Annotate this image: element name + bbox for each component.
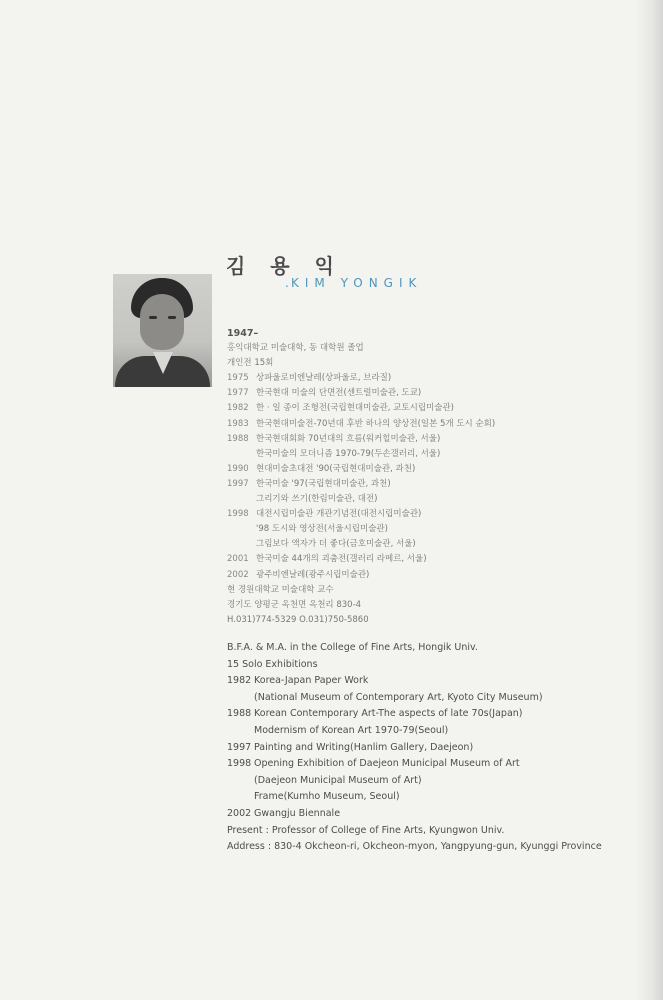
korean-biography [227,326,495,628]
artist-name-english: KIM YONGIK [291,276,423,290]
kr-line [227,386,495,401]
en-line [227,723,602,740]
artist-name-korean: 김 용 익 [226,254,343,278]
artist-portrait-photo [113,274,212,387]
kr-text: H.031)774-5329 O.031)750-5860 [227,614,369,625]
en-line [227,740,602,757]
kr-line [227,462,495,477]
portrait-eye [168,316,176,319]
en-text: Opening Exhibition of Daejeon Municipal Museum of Art [254,758,520,770]
en-text: Modernism of Korean Art 1970-79(Seoul) [254,724,449,736]
kr-year: 1998 [227,509,249,520]
en-text: (Daejeon Municipal Museum of Art) [254,774,422,786]
en-text: Korean Contemporary Art-The aspects of late 70s(Japan) [254,708,523,720]
page-edge-shadow [635,0,663,1000]
kr-text: 그리기와 쓰기(한림미술관, 대전) [256,494,378,505]
kr-text: 광주비엔날레(광주시립미술관) [256,569,370,580]
kr-line [227,507,495,522]
en-year: 1998 [227,758,252,770]
kr-text: '98 도시와 영상전(서울시립미술관) [256,524,388,535]
kr-text: 한국현대 미술의 단면전(센트럴미술관, 도쿄) [256,388,422,399]
kr-line [227,447,495,462]
kr-text: 경기도 양평군 옥천면 옥천리 830-4 [227,599,362,610]
en-line [227,706,602,723]
kr-text: 한국미술의 모더니즘 1970-79(두손갤러리, 서울) [256,448,441,459]
en-text: (National Museum of Contemporary Art, Kyoto City Museum) [254,691,543,703]
en-year: 2002 [227,807,252,819]
name-dot-ornament: . [285,276,289,290]
kr-year: 1990 [227,463,249,474]
en-line [227,823,602,840]
kr-text: 홍익대학교 미술대학, 동 대학원 졸업 [227,343,364,354]
kr-year: 1983 [227,418,249,429]
en-line [227,657,602,674]
kr-text: 한 · 일 종이 조형전(국립현대미술관, 교토시립미술관) [256,403,454,414]
kr-text: 대전시립미술관 개관기념전(대전시립미술관) [256,509,422,520]
kr-text: 한국현대회화 70년대의 흐름(워커힐미술관, 서울) [256,433,441,444]
kr-year: 2002 [227,569,249,580]
kr-line [227,417,495,432]
en-text: Present : Professor of College of Fine Arts, Kyungwon Univ. [227,824,505,836]
en-year: 1997 [227,741,252,753]
kr-year: 2001 [227,554,249,565]
kr-year: 1977 [227,388,249,399]
portrait-eye [149,316,157,319]
kr-text: 개인전 15회 [227,358,274,369]
en-line [227,756,602,773]
kr-year: 1988 [227,433,249,444]
kr-year: 1997 [227,478,249,489]
kr-line [227,492,495,507]
kr-line [227,477,495,492]
kr-line [227,356,495,371]
en-line [227,690,602,707]
kr-text: 한국현대미술전-70년대 후반 하나의 양상전(일본 5개 도시 순회) [256,418,496,429]
en-line [227,773,602,790]
en-text: Gwangju Biennale [254,807,341,819]
kr-line [227,401,495,416]
kr-text: 그림보다 액자가 더 좋다(금호미술관, 서울) [256,539,416,550]
kr-line [227,613,495,628]
kr-text: 한국미술 44개의 괴춤전(갤러리 라메르, 서울) [256,554,427,565]
en-line [227,806,602,823]
en-line [227,640,602,657]
birth-year: 1947– [227,328,259,339]
kr-text: 현대미술초대전 '90(국립현대미술관, 과천) [256,463,416,474]
kr-text: 현 경원대학교 미술대학 교수 [227,584,334,595]
en-text: Frame(Kumho Museum, Seoul) [254,791,400,803]
kr-text: 상파울로비엔날레(상파울로, 브라질) [256,373,392,384]
english-biography [227,640,602,856]
kr-year: 1975 [227,373,249,384]
en-line [227,839,602,856]
en-year: 1982 [227,675,252,687]
en-line [227,673,602,690]
kr-line [227,432,495,447]
en-line [227,789,602,806]
kr-line [227,341,495,356]
kr-year: 1982 [227,403,249,414]
en-year: 1988 [227,708,252,720]
kr-line [227,568,495,583]
en-text: Painting and Writing(Hanlim Gallery, Daejeon) [254,741,474,753]
kr-line [227,371,495,386]
kr-text: 한국미술 '97(국립현대미술관, 과천) [256,478,391,489]
en-text: Korea-Japan Paper Work [254,675,369,687]
kr-line [227,583,495,598]
portrait-face [140,294,184,350]
kr-line [227,537,495,552]
kr-line [227,522,495,537]
en-text: Address : 830-4 Okcheon-ri, Okcheon-myon, Yangpyung-gun, Kyunggi Province [227,841,602,853]
kr-line [227,552,495,567]
kr-line [227,598,495,613]
en-text: B.F.A. & M.A. in the College of Fine Arts, Hongik Univ. [227,642,478,653]
en-text: 15 Solo Exhibitions [227,658,318,670]
